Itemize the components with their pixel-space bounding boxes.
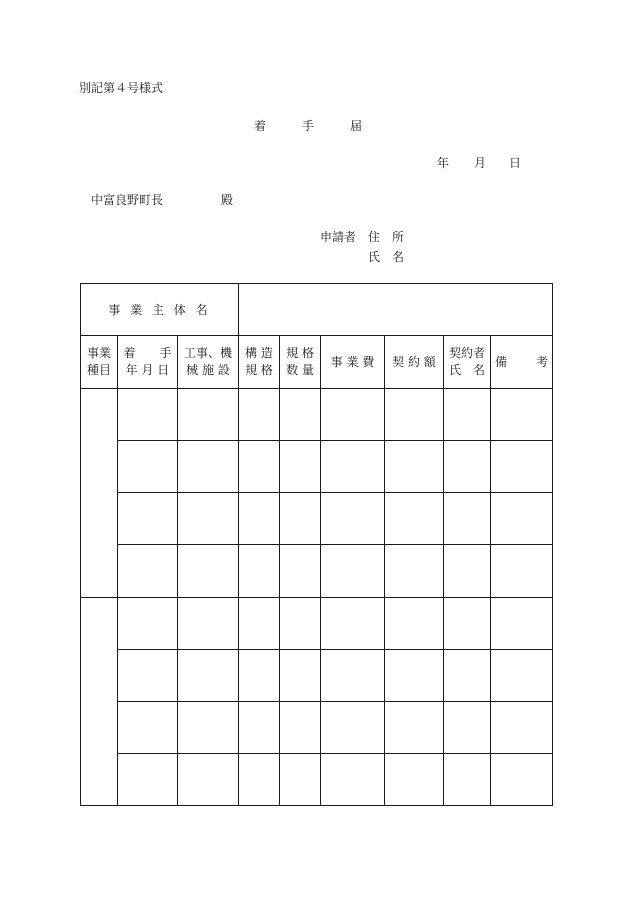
header-row [81, 336, 553, 389]
table-cell[interactable] [385, 701, 444, 753]
table-cell[interactable] [385, 441, 444, 493]
table-row [81, 389, 553, 441]
table-cell[interactable] [178, 701, 239, 753]
entity-label-cell [81, 284, 239, 336]
table-cell[interactable] [239, 649, 280, 701]
table-cell[interactable] [239, 441, 280, 493]
table-cell[interactable] [444, 493, 491, 545]
table-cell[interactable] [385, 545, 444, 597]
table-cell[interactable] [178, 597, 239, 649]
table-cell[interactable] [491, 545, 553, 597]
table-cell[interactable] [280, 493, 321, 545]
table-cell[interactable] [118, 649, 178, 701]
table-cell[interactable] [178, 545, 239, 597]
header-remarks: 備 考 [491, 336, 553, 389]
table-cell[interactable] [444, 545, 491, 597]
table-row [81, 649, 553, 701]
table-cell[interactable] [321, 753, 385, 805]
recipient-honorific: 殿 [221, 193, 234, 207]
table-cell[interactable] [280, 753, 321, 805]
date-day: 日 [509, 156, 522, 170]
table-cell[interactable] [118, 597, 178, 649]
form-number: 別記第４号様式 [79, 81, 164, 95]
table-cell[interactable] [491, 441, 553, 493]
table-cell[interactable] [280, 441, 321, 493]
table-cell[interactable] [178, 389, 239, 441]
table-cell[interactable] [280, 649, 321, 701]
table-cell[interactable] [178, 441, 239, 493]
table-cell[interactable] [280, 701, 321, 753]
address-label: 住 所 [368, 230, 405, 244]
table-cell[interactable] [321, 545, 385, 597]
type-cell-group-2[interactable] [81, 597, 118, 805]
table-cell[interactable] [444, 649, 491, 701]
entity-row [81, 284, 553, 336]
date-month: 月 [474, 156, 487, 170]
table-cell[interactable] [239, 545, 280, 597]
name-label: 氏 名 [368, 250, 405, 264]
table-cell[interactable] [280, 597, 321, 649]
entity-label: 事 業 主 体 名 [108, 303, 211, 318]
document-title: 着 手 届 [254, 119, 363, 133]
table-row [81, 545, 553, 597]
table-cell[interactable] [491, 649, 553, 701]
header-start-date: 着 手 年 月 日 [118, 336, 178, 389]
table-cell[interactable] [239, 493, 280, 545]
table-cell[interactable] [118, 753, 178, 805]
header-contract-amount: 契 約 額 [385, 336, 444, 389]
table-cell[interactable] [280, 545, 321, 597]
table-cell[interactable] [491, 493, 553, 545]
table-cell[interactable] [239, 753, 280, 805]
table-cell[interactable] [321, 493, 385, 545]
table-cell[interactable] [118, 441, 178, 493]
table-cell[interactable] [444, 389, 491, 441]
table-cell[interactable] [239, 701, 280, 753]
table-row [81, 597, 553, 649]
header-type: 事業 種目 [81, 336, 118, 389]
date-year: 年 [437, 156, 450, 170]
table-cell[interactable] [491, 701, 553, 753]
table-cell[interactable] [280, 389, 321, 441]
table-cell[interactable] [491, 597, 553, 649]
table-cell[interactable] [118, 389, 178, 441]
table-row [81, 753, 553, 805]
header-cost: 事 業 費 [321, 336, 385, 389]
application-table [80, 283, 553, 806]
applicant-label: 申請者 [320, 230, 357, 244]
table-cell[interactable] [444, 753, 491, 805]
table-cell[interactable] [491, 753, 553, 805]
table-cell[interactable] [118, 493, 178, 545]
table-row [81, 441, 553, 493]
table-cell[interactable] [239, 389, 280, 441]
header-structure: 構 造 規 格 [239, 336, 280, 389]
table-row [81, 493, 553, 545]
table-cell[interactable] [321, 441, 385, 493]
table-cell[interactable] [444, 597, 491, 649]
table-cell[interactable] [321, 701, 385, 753]
entity-value-cell[interactable] [239, 284, 553, 336]
type-cell-group-1[interactable] [81, 389, 118, 597]
table-cell[interactable] [444, 441, 491, 493]
table-cell[interactable] [321, 389, 385, 441]
header-contractor: 契約者 氏 名 [444, 336, 491, 389]
table-cell[interactable] [385, 649, 444, 701]
header-works: 工事、機 械 施 設 [178, 336, 239, 389]
table-cell[interactable] [491, 389, 553, 441]
table-cell[interactable] [385, 389, 444, 441]
table-cell[interactable] [118, 545, 178, 597]
table-cell[interactable] [239, 597, 280, 649]
table-cell[interactable] [178, 753, 239, 805]
header-spec: 規 格 数 量 [280, 336, 321, 389]
table-cell[interactable] [321, 597, 385, 649]
table-cell[interactable] [118, 701, 178, 753]
table-cell[interactable] [178, 493, 239, 545]
recipient-name: 中富良野町長 [91, 193, 164, 207]
table-cell[interactable] [444, 701, 491, 753]
table-cell[interactable] [385, 597, 444, 649]
table-cell[interactable] [385, 493, 444, 545]
table-row [81, 701, 553, 753]
table-cell[interactable] [385, 753, 444, 805]
table-cell[interactable] [321, 649, 385, 701]
table-cell[interactable] [178, 649, 239, 701]
